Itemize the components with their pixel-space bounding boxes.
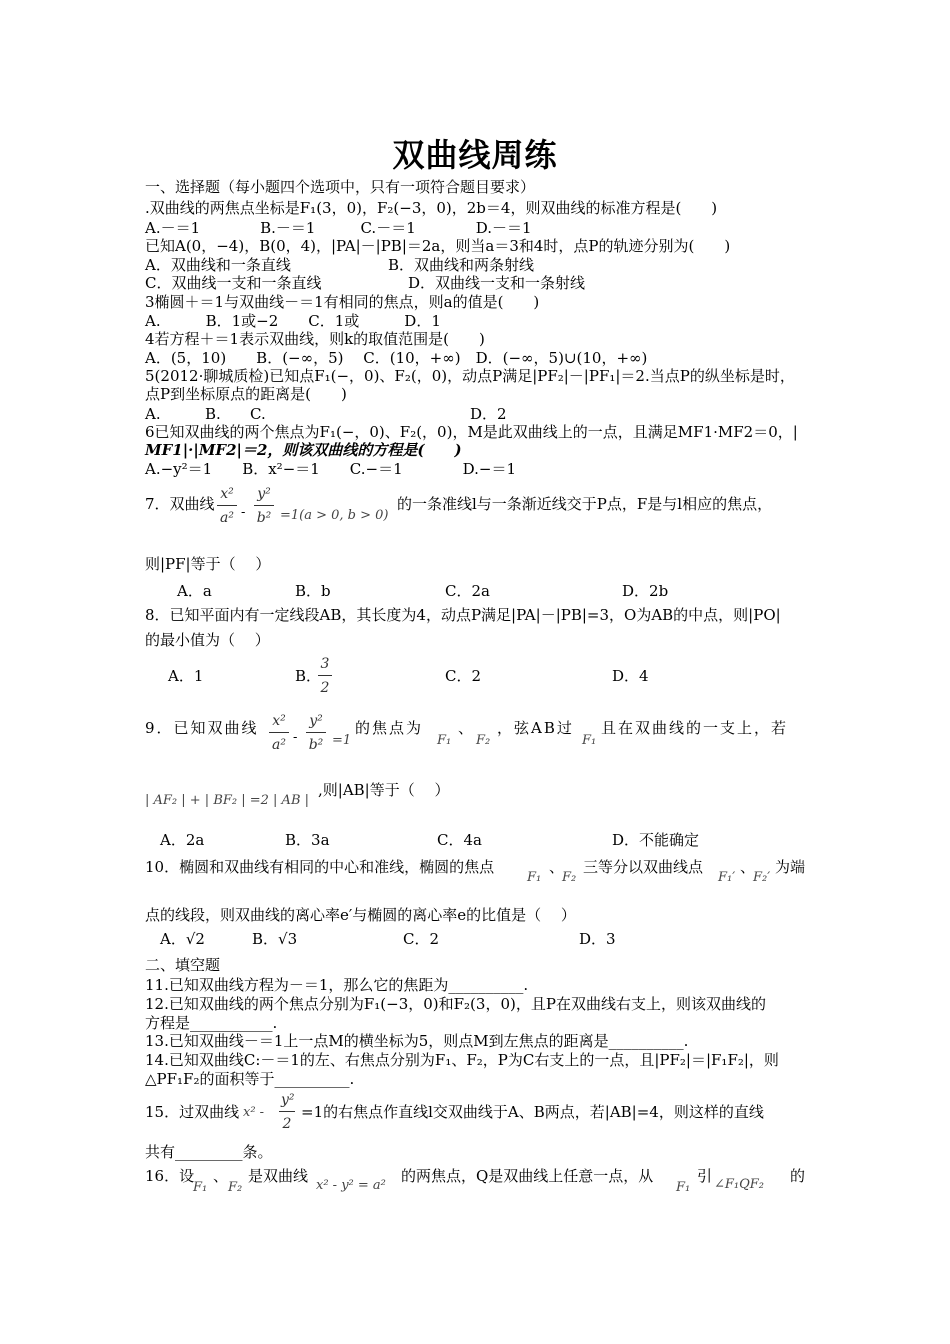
question-2-option-d: D．双曲线一支和一条射线 xyxy=(408,274,586,292)
question-8-option-c: C．2 xyxy=(445,667,482,685)
question-16-suffix: 的 xyxy=(790,1167,806,1185)
question-9-line2: ,则|AB|等于（ ） xyxy=(318,781,450,799)
question-10-f2-prime: F₂′ xyxy=(753,870,771,885)
question-16-mid2: 的两焦点，Q是双曲线上任意一点，从 xyxy=(401,1167,654,1185)
question-4-stem: 4若方程＋＝1表示双曲线，则k的取值范围是( ) xyxy=(145,330,485,348)
question-15-x-squared: x² - xyxy=(243,1105,265,1120)
question-9-mid2: ，弦AB过 xyxy=(497,719,574,737)
fraction-numerator: x² xyxy=(269,713,289,733)
page-title: 双曲线周练 xyxy=(392,136,558,174)
fraction-denominator: b² xyxy=(256,510,272,526)
question-7-condition: =1(a > 0, b > 0) xyxy=(280,508,389,523)
question-16-yin: 引 xyxy=(697,1167,713,1185)
question-8-line1: 8．已知平面内有一定线段AB，其长度为4，动点P满足|PA|－|PB|=3，O为AB的中点，则|PO| xyxy=(145,606,781,624)
question-15-suffix: =1的右焦点作直线l交双曲线于A、B两点，若|AB|=4，则这样的直线 xyxy=(301,1103,764,1121)
question-5-stem-line1: 5(2012·聊城质检)已知点F₁(−，0)、F₂(，0)，动点P满足|PF₂|－|PF₁|＝2.当点P的纵坐标是时， xyxy=(145,367,795,385)
question-10-f2: F₂ xyxy=(562,870,577,885)
question-5-option-b: B. xyxy=(205,405,221,423)
question-8-option-b-fraction xyxy=(318,656,332,696)
question-8-option-a: A．1 xyxy=(168,667,204,685)
question-9-f1: F₁ xyxy=(437,733,452,748)
question-5-option-a: A. xyxy=(145,405,161,423)
question-5-stem-line2: 点P到坐标原点的距离是( ) xyxy=(145,385,347,403)
question-2-option-b: B．双曲线和两条射线 xyxy=(388,256,535,274)
question-9-equals: =1 xyxy=(332,733,352,748)
fraction-numerator: y² xyxy=(279,1092,295,1112)
fraction-numerator: y² xyxy=(306,713,326,733)
separator: 、 xyxy=(458,719,474,737)
question-9-suffix: 且在双曲线的一支上，若 xyxy=(601,719,789,737)
minus-sign: - xyxy=(293,730,298,745)
question-9-fraction-y xyxy=(306,713,326,753)
question-7-suffix: 的一条准线l与一条渐近线交于P点，F是与l相应的焦点， xyxy=(397,495,773,513)
question-9-option-d: D．不能确定 xyxy=(612,831,700,849)
question-12-line2: 方程是___________. xyxy=(145,1014,278,1032)
question-15-line2: 共有_________条。 xyxy=(145,1143,273,1161)
question-13: 13.已知双曲线－＝1上一点M的横坐标为5，则点M到左焦点的距离是__________. xyxy=(145,1032,689,1050)
question-11: 11.已知双曲线方程为－＝1，那么它的焦距为__________. xyxy=(145,976,529,994)
question-9-condition: | AF₂ | + | BF₂ | =2 | AB | xyxy=(145,793,310,808)
fraction-numerator: x² xyxy=(217,486,237,506)
question-9-option-b: B．3a xyxy=(285,831,330,849)
question-5-option-c: C. xyxy=(250,405,266,423)
fraction-denominator: a² xyxy=(272,737,286,753)
question-16-f1: F₁ xyxy=(193,1180,208,1195)
question-9-fraction-x xyxy=(269,713,289,753)
question-16-f2: F₂ xyxy=(228,1180,243,1195)
question-10-f1-prime: F₁′ xyxy=(718,870,736,885)
question-3-stem: 3椭圆＋＝1与双曲线－＝1有相同的焦点，则a的值是( ) xyxy=(145,293,540,311)
question-9-option-a: A．2a xyxy=(160,831,205,849)
question-5-option-d: D．2 xyxy=(470,405,507,423)
fraction-numerator: y² xyxy=(254,486,274,506)
question-12-line1: 12.已知双曲线的两个焦点分别为F₁(−3，0)和F₂(3，0)，且P在双曲线右支上，则该双曲线的 xyxy=(145,995,766,1013)
question-10-option-a: A．√2 xyxy=(160,930,205,948)
separator: 、 xyxy=(549,858,565,876)
question-15-fraction xyxy=(279,1092,295,1132)
question-10-option-c: C．2 xyxy=(403,930,440,948)
question-9-prefix: 9．已知双曲线 xyxy=(145,719,259,737)
section-fill-heading: 二、填空题 xyxy=(145,956,221,974)
fraction-denominator: b² xyxy=(308,737,324,753)
separator: 、 xyxy=(213,1167,229,1185)
question-7-option-b: B．b xyxy=(295,582,331,600)
question-6-options: A.−y²＝1 B．x²−＝1 C.−＝1 D.−＝1 xyxy=(145,460,517,478)
section-choice-heading: 一、选择题（每小题四个选项中，只有一项符合题目要求） xyxy=(145,178,536,196)
question-7-option-c: C．2a xyxy=(445,582,490,600)
question-7-prefix: 7．双曲线 xyxy=(145,495,215,513)
question-8-option-b: B． xyxy=(295,667,322,685)
fraction-denominator: 2 xyxy=(320,680,330,696)
question-16-f1-again: F₁ xyxy=(676,1180,691,1195)
question-7-line2: 则|PF|等于（ ） xyxy=(145,555,271,573)
question-7-option-d: D．2b xyxy=(622,582,669,600)
question-9-option-c: C．4a xyxy=(437,831,482,849)
question-8-option-d: D．4 xyxy=(612,667,649,685)
question-9-f1-again: F₁ xyxy=(582,733,597,748)
question-15-prefix: 15．过双曲线 xyxy=(145,1103,240,1121)
question-10-f1: F₁ xyxy=(527,870,542,885)
question-9-mid: 的焦点为 xyxy=(355,719,424,737)
fraction-numerator: 3 xyxy=(318,656,332,676)
question-16-prefix: 16．设 xyxy=(145,1167,195,1185)
question-10-prefix: 10．椭圆和双曲线有相同的中心和准线，椭圆的焦点 xyxy=(145,858,495,876)
question-4-options: A．(5，10) B．(−∞，5) C．(10，+∞) D．(−∞，5)∪(10，+∞) xyxy=(145,349,648,367)
question-6-stem-line2: MF1|·|MF2|＝2，则该双曲线的方程是( ) xyxy=(145,441,462,459)
question-7-fraction-x xyxy=(217,486,237,526)
question-1-options: A.－＝1 B.－＝1 C.－＝1 D.－＝1 xyxy=(145,219,532,237)
question-8-line2: 的最小值为（ ） xyxy=(145,631,270,649)
question-10-suffix: 为端 xyxy=(775,858,806,876)
question-7-option-a: A．a xyxy=(177,582,212,600)
question-1-stem: .双曲线的两焦点坐标是F₁(3，0)，F₂(−3，0)，2b＝4，则双曲线的标准方程是( ) xyxy=(145,199,718,217)
question-2-option-c: C．双曲线一支和一条直线 xyxy=(145,274,322,292)
question-10-mid: 三等分以双曲线点 xyxy=(583,858,704,876)
question-6-stem-line1: 6已知双曲线的两个焦点为F₁(−，0)、F₂(，0)，M是此双曲线上的一点，且满足MF1·MF2＝0，| xyxy=(145,423,798,441)
question-10-line2: 点的线段，则双曲线的离心率e′与椭圆的离心率e的比值是（ ） xyxy=(145,906,576,924)
minus-sign: - xyxy=(241,505,246,520)
question-14-line1: 14.已知双曲线C:－＝1的左、右焦点分别为F₁、F₂，P为C右支上的一点，且|PF₂|＝|F₁F₂|，则 xyxy=(145,1051,779,1069)
question-16-mid: 是双曲线 xyxy=(248,1167,309,1185)
fraction-denominator: a² xyxy=(220,510,234,526)
fraction-denominator: 2 xyxy=(282,1116,292,1132)
question-3-options: A. B．1或−2 C．1或 D．1 xyxy=(145,312,441,330)
question-9-f2: F₂ xyxy=(476,733,491,748)
question-10-option-d: D．3 xyxy=(579,930,616,948)
question-14-line2: △PF₁F₂的面积等于__________. xyxy=(145,1070,355,1088)
question-16-equation: x² - y² = a² xyxy=(316,1178,386,1193)
question-2-stem: 已知A(0，−4)，B(0，4)，|PA|－|PB|＝2a，则当a＝3和4时，点P的轨迹分别为( ) xyxy=(145,237,731,255)
question-10-option-b: B．√3 xyxy=(252,930,298,948)
question-7-fraction-y xyxy=(254,486,274,526)
question-2-option-a: A．双曲线和一条直线 xyxy=(145,256,291,274)
separator: 、 xyxy=(740,858,756,876)
question-16-angle: ∠F₁QF₂ xyxy=(714,1177,765,1192)
